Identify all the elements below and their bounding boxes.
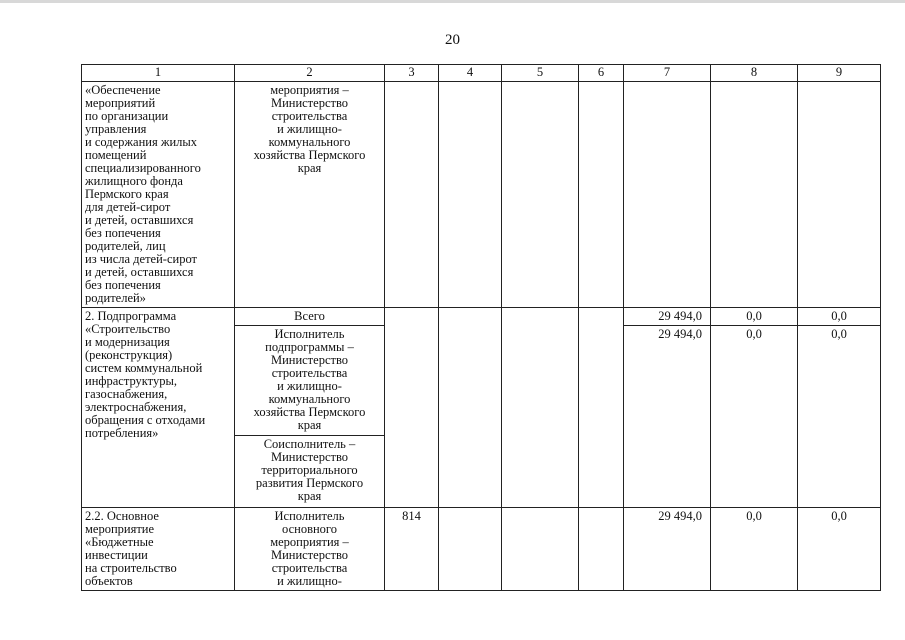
empty-cell — [711, 82, 798, 308]
executor-cell — [235, 508, 385, 591]
value-col9: 0,0 — [798, 326, 881, 508]
empty-cell — [385, 82, 439, 308]
value-col9: 0,0 — [798, 308, 881, 326]
header-cell-1: 1 — [82, 65, 235, 82]
scan-edge — [0, 0, 905, 3]
empty-cell — [502, 308, 579, 508]
header-cell-3: 3 — [385, 65, 439, 82]
table-row — [82, 308, 881, 326]
subprogram-name-text: 2. Подпрограмма «Строительство и модернизация (реконструкция) систем коммунальной инфраструктуры, газоснабжения, электроснабжения, обращения с отходами потребления» — [85, 309, 206, 440]
page-number: 20 — [445, 32, 460, 48]
empty-cell — [579, 82, 624, 308]
empty-cell — [439, 508, 502, 591]
header-cell-6: 6 — [579, 65, 624, 82]
co-executor-text: Соисполнитель – Министерство территориального развития Пермского края — [255, 437, 364, 503]
executor-cell — [235, 326, 385, 436]
empty-cell — [439, 82, 502, 308]
subprogram-name-cell — [82, 308, 235, 508]
executor-cell — [235, 82, 385, 308]
value-col8: 0,0 — [711, 308, 798, 326]
main-activity-text: 2.2. Основное мероприятие «Бюджетные инвестиции на строительство объектов — [85, 509, 177, 588]
header-cell-5: 5 — [502, 65, 579, 82]
total-label-cell: Всего — [235, 308, 385, 326]
value-col9: 0,0 — [798, 508, 881, 591]
value-col7: 29 494,0 — [624, 326, 711, 508]
empty-cell — [579, 308, 624, 508]
co-executor-cell — [235, 436, 385, 508]
empty-cell — [385, 308, 439, 508]
header-cell-7: 7 — [624, 65, 711, 82]
empty-cell — [798, 82, 881, 308]
executor-text: мероприятия – Министерство строительства и жилищно- коммунального хозяйства Пермского края — [253, 83, 366, 175]
empty-cell — [624, 82, 711, 308]
budget-table — [81, 64, 881, 591]
program-name-cell — [82, 82, 235, 308]
value-col8: 0,0 — [711, 326, 798, 508]
header-cell-2: 2 — [235, 65, 385, 82]
code-cell: 814 — [385, 508, 439, 591]
empty-cell — [502, 82, 579, 308]
value-col7: 29 494,0 — [624, 508, 711, 591]
table-row — [82, 82, 881, 308]
program-name-text: «Обеспечение мероприятий по организации управления и содержания жилых помещений специализированного жилищного фонда Пермского края для детей-сирот и детей, оставшихся без попечения родителей, лиц из числа детей-сирот и детей, оставшихся без попечения родителей» — [85, 83, 201, 305]
executor-text: Исполнитель основного мероприятия – Министерство строительства и жилищно- — [270, 509, 349, 588]
executor-text: Исполнитель подпрограммы – Министерство строительства и жилищно- коммунального хозяйства Пермского края — [253, 327, 366, 432]
header-row — [82, 65, 881, 82]
table-row — [82, 508, 881, 591]
header-cell-8: 8 — [711, 65, 798, 82]
value-col7: 29 494,0 — [624, 308, 711, 326]
empty-cell — [502, 508, 579, 591]
header-cell-4: 4 — [439, 65, 502, 82]
header-cell-9: 9 — [798, 65, 881, 82]
empty-cell — [579, 508, 624, 591]
empty-cell — [439, 308, 502, 508]
value-col8: 0,0 — [711, 508, 798, 591]
main-activity-cell — [82, 508, 235, 591]
